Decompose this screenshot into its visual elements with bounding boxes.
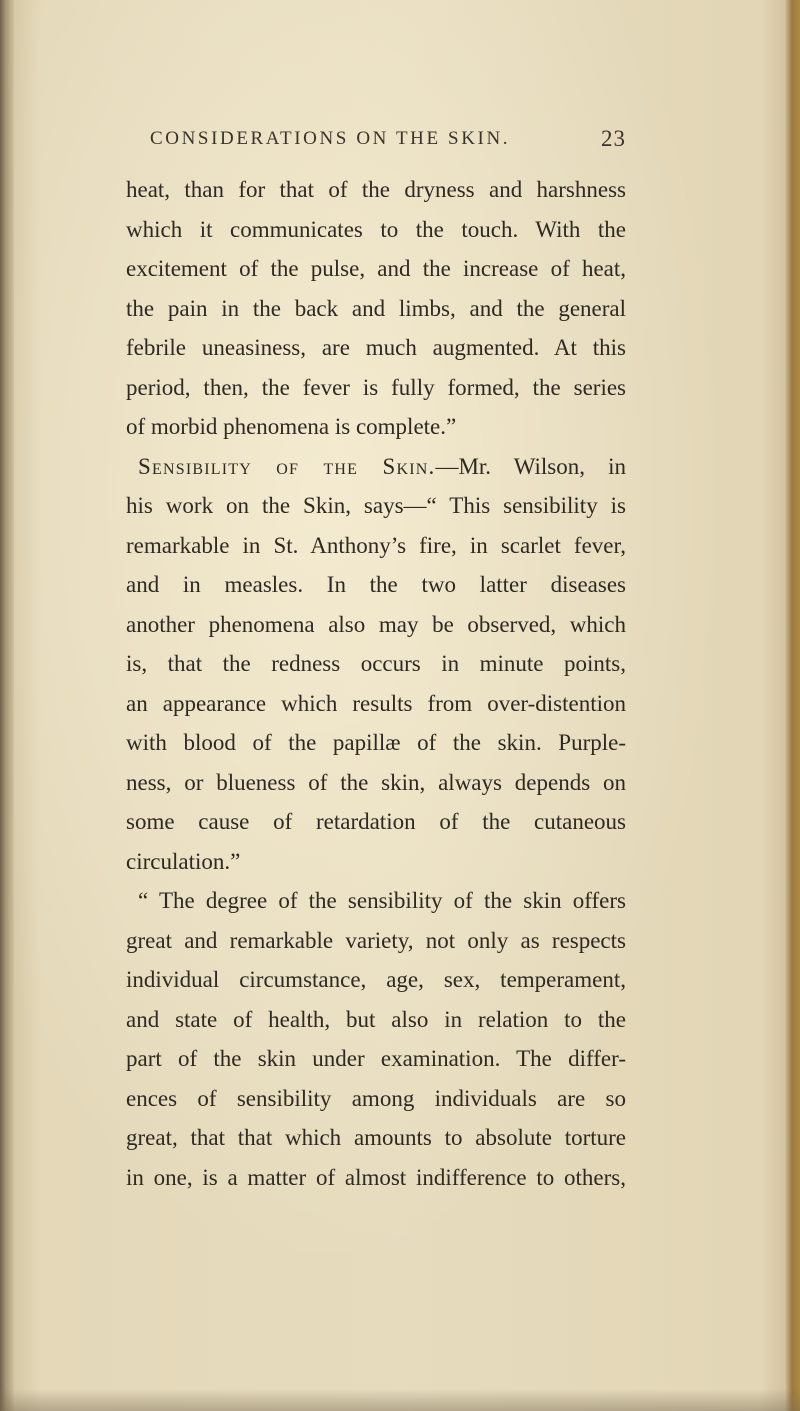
page-fore-edge <box>784 0 800 1411</box>
text-line: ness, or blueness of the skin, always depends on <box>126 769 626 795</box>
text-line: “ The degree of the sensibility of the skin offers <box>138 888 626 913</box>
text-line: febrile uneasiness, are much augmented. At this <box>126 335 626 360</box>
text-line: is, that the redness occurs in minute points, <box>126 651 626 676</box>
text-line: period, then, the fever is fully formed, the series <box>126 374 626 400</box>
text-line: which it communicates to the touch. With the <box>126 216 626 242</box>
text-line: in one, is a matter of almost indifference to others, <box>126 1164 626 1190</box>
text-line: of morbid phenomena is complete.” <box>126 414 457 439</box>
text-line: great, that that which amounts to absolute torture <box>126 1125 626 1150</box>
text-line: excitement of the pulse, and the increase of heat, <box>126 256 626 281</box>
text-line: heat, than for that of the dryness and harshness <box>126 177 626 202</box>
text-line: ences of sensibility among individuals are so <box>126 1085 626 1111</box>
text-line: individual circumstance, age, sex, temperament, <box>126 967 626 992</box>
text-line: remarkable in St. Anthony’s fire, in scarlet fever, <box>126 532 626 558</box>
text-line: circulation.” <box>126 848 241 874</box>
section-heading-line <box>126 447 626 487</box>
text-line: the pain in the back and limbs, and the general <box>126 295 626 321</box>
text-line: and in measles. In the two latter diseases <box>126 572 626 597</box>
page-number: 23 <box>601 126 626 151</box>
page-header <box>150 128 626 162</box>
text-line: great and remarkable variety, not only as respects <box>126 927 626 953</box>
text-line: part of the skin under examination. The differ- <box>126 1046 626 1071</box>
section-heading-continuation: —Mr. Wilson, in <box>435 453 626 479</box>
text-line: his work on the Skin, says—“ This sensibility is <box>126 493 626 518</box>
text-line: with blood of the papillæ of the skin. Purple- <box>126 730 626 755</box>
text-line: and state of health, but also in relation to the <box>126 1006 626 1032</box>
text-line: another phenomena also may be observed, which <box>126 611 626 637</box>
page-bottom-shadow <box>0 1389 800 1411</box>
text-line: some cause of retardation of the cutaneous <box>126 809 626 834</box>
section-heading: Sensibility of the Skin. <box>138 453 436 479</box>
page-binding-edge <box>0 0 14 1411</box>
running-title: CONSIDERATIONS ON THE SKIN. <box>150 128 511 149</box>
text-line: an appearance which results from over-distention <box>126 690 626 716</box>
body-text <box>126 170 626 1330</box>
